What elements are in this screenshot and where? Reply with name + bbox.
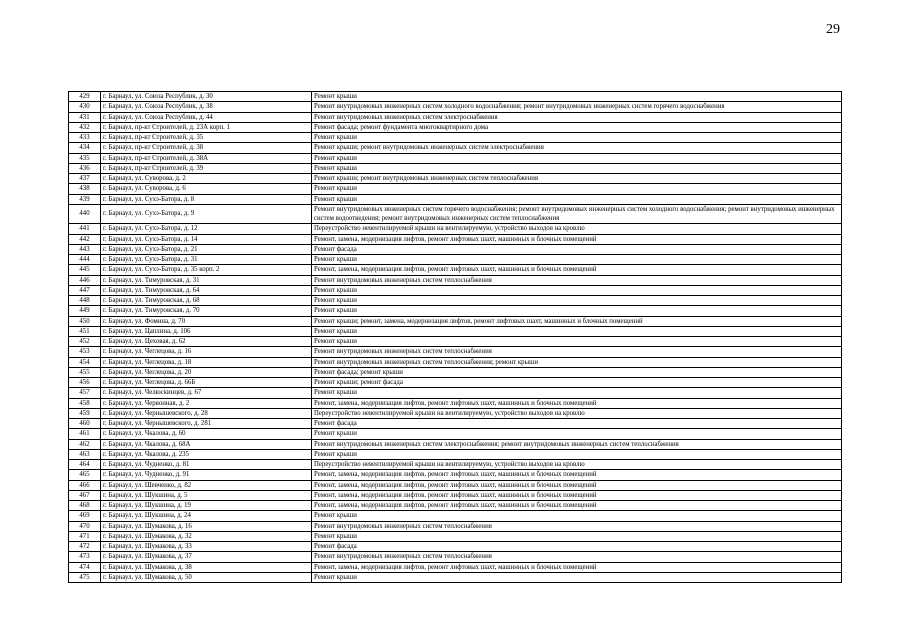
table-row — [69, 326, 842, 336]
table-row — [69, 275, 842, 285]
table-row — [69, 244, 842, 254]
building-address: г. Барнаул, ул. Тимуровская, д. 68 — [101, 296, 312, 306]
table-row — [69, 388, 842, 398]
building-address: г. Барнаул, ул. Тимуровская, д. 31 — [101, 275, 312, 285]
repair-works: Ремонт фасада — [312, 419, 842, 429]
repair-works: Ремонт крыши; ремонт внутридомовых инженерных систем электроснабжения — [312, 143, 842, 153]
row-number: 429 — [69, 92, 101, 102]
table-row — [69, 562, 842, 572]
building-address: г. Барнаул, ул. Чернышевского, д. 281 — [101, 419, 312, 429]
building-address: г. Барнаул, ул. Шумакова, д. 50 — [101, 572, 312, 582]
building-address: г. Барнаул, ул. Челюскинцев, д. 67 — [101, 388, 312, 398]
repair-works: Ремонт крыши — [312, 163, 842, 173]
table-row — [69, 378, 842, 388]
repair-works: Ремонт, замена, модернизация лифтов, ремонт лифтовых шахт, машинных и блочных помещений — [312, 265, 842, 275]
building-address: г. Барнаул, ул. Шумакова, д. 37 — [101, 552, 312, 562]
repair-works: Ремонт, замена, модернизация лифтов, ремонт лифтовых шахт, машинных и блочных помещений — [312, 490, 842, 500]
row-number: 466 — [69, 480, 101, 490]
building-address: г. Барнаул, ул. Шукшина, д. 19 — [101, 501, 312, 511]
table-row — [69, 133, 842, 143]
table-row — [69, 337, 842, 347]
table-row — [69, 347, 842, 357]
row-number: 438 — [69, 184, 101, 194]
building-address: г. Барнаул, ул. Цаплина, д. 106 — [101, 326, 312, 336]
building-address: г. Барнаул, ул. Шумакова, д. 33 — [101, 542, 312, 552]
table-row — [69, 367, 842, 377]
table-row — [69, 316, 842, 326]
repair-works: Ремонт крыши — [312, 306, 842, 316]
table-row — [69, 531, 842, 541]
table-row — [69, 470, 842, 480]
table-row — [69, 122, 842, 132]
repair-works: Переустройство невентилируемой крыши на вентилируемую, устройство выходов на кровлю — [312, 408, 842, 418]
repair-works: Ремонт внутридомовых инженерных систем холодного водоснабжения; ремонт внутридомовых инженерных систем горячего водоснабжения — [312, 102, 842, 112]
building-address: г. Барнаул, ул. Чудненко, д. 91 — [101, 470, 312, 480]
repair-works: Ремонт фасада; ремонт крыши — [312, 367, 842, 377]
row-number: 471 — [69, 531, 101, 541]
repair-works: Ремонт крыши; ремонт, замена, модернизация лифтов, ремонт лифтовых шахт, машинных и блочных помещений — [312, 316, 842, 326]
repair-works: Ремонт крыши — [312, 326, 842, 336]
building-address: г. Барнаул, пр-кт Строителей, д. 35 — [101, 133, 312, 143]
building-address: г. Барнаул, ул. Сухэ-Батора, д. 31 — [101, 255, 312, 265]
repair-works: Ремонт крыши — [312, 92, 842, 102]
row-number: 443 — [69, 244, 101, 254]
building-address: г. Барнаул, ул. Шумакова, д. 38 — [101, 562, 312, 572]
building-address: г. Барнаул, ул. Шевченко, д. 82 — [101, 480, 312, 490]
registry-body — [69, 92, 842, 583]
table-row — [69, 408, 842, 418]
building-address: г. Барнаул, ул. Червонная, д. 2 — [101, 398, 312, 408]
building-address: г. Барнаул, ул. Суворова, д. 2 — [101, 174, 312, 184]
repair-works: Ремонт крыши — [312, 531, 842, 541]
building-address: г. Барнаул, ул. Чернышевского, д. 28 — [101, 408, 312, 418]
row-number: 468 — [69, 501, 101, 511]
building-address: г. Барнаул, пр-кт Строителей, д. 38А — [101, 153, 312, 163]
building-address: г. Барнаул, ул. Сухэ-Батора, д. 12 — [101, 224, 312, 234]
row-number: 431 — [69, 112, 101, 122]
repair-works: Ремонт крыши — [312, 153, 842, 163]
row-number: 455 — [69, 367, 101, 377]
building-address: г. Барнаул, ул. Шукшина, д. 24 — [101, 511, 312, 521]
table-row — [69, 265, 842, 275]
row-number: 457 — [69, 388, 101, 398]
table-row — [69, 449, 842, 459]
table-row — [69, 511, 842, 521]
building-address: г. Барнаул, ул. Союза Республик, д. 38 — [101, 102, 312, 112]
repair-works: Ремонт внутридомовых инженерных систем теплоснабжения; ремонт крыши — [312, 357, 842, 367]
building-address: г. Барнаул, ул. Шумакова, д. 32 — [101, 531, 312, 541]
table-row — [69, 255, 842, 265]
row-number: 433 — [69, 133, 101, 143]
repair-works: Ремонт фасада — [312, 542, 842, 552]
repair-works: Ремонт крыши — [312, 337, 842, 347]
row-number: 474 — [69, 562, 101, 572]
repair-works: Ремонт крыши — [312, 429, 842, 439]
repair-works: Ремонт фасада — [312, 244, 842, 254]
repair-works: Ремонт крыши — [312, 388, 842, 398]
building-address: г. Барнаул, пр-кт Строителей, д. 23А корп. 1 — [101, 122, 312, 132]
row-number: 461 — [69, 429, 101, 439]
row-number: 450 — [69, 316, 101, 326]
row-number: 442 — [69, 234, 101, 244]
building-address: г. Барнаул, ул. Цеховая, д. 62 — [101, 337, 312, 347]
row-number: 453 — [69, 347, 101, 357]
building-address: г. Барнаул, ул. Сухэ-Батора, д. 9 — [101, 204, 312, 224]
row-number: 456 — [69, 378, 101, 388]
building-address: г. Барнаул, ул. Чеглецова, д. 66Б — [101, 378, 312, 388]
repair-works: Переустройство невентилируемой крыши на вентилируемую, устройство выходов на кровлю — [312, 224, 842, 234]
row-number: 462 — [69, 439, 101, 449]
building-address: г. Барнаул, ул. Чудненко, д. 81 — [101, 460, 312, 470]
table-row — [69, 460, 842, 470]
building-address: г. Барнаул, ул. Сухэ-Батора, д. 35 корп. 2 — [101, 265, 312, 275]
repair-works: Ремонт, замена, модернизация лифтов, ремонт лифтовых шахт, машинных и блочных помещений — [312, 398, 842, 408]
building-address: г. Барнаул, ул. Сухэ-Батора, д. 8 — [101, 194, 312, 204]
table-row — [69, 552, 842, 562]
row-number: 448 — [69, 296, 101, 306]
table-row — [69, 184, 842, 194]
row-number: 439 — [69, 194, 101, 204]
table-row — [69, 92, 842, 102]
repair-works: Ремонт крыши — [312, 133, 842, 143]
row-number: 447 — [69, 285, 101, 295]
repair-works: Ремонт крыши — [312, 572, 842, 582]
building-address: г. Барнаул, ул. Чеглецова, д. 18 — [101, 357, 312, 367]
building-address: г. Барнаул, ул. Чкалова, д. 235 — [101, 449, 312, 459]
repair-works: Ремонт внутридомовых инженерных систем теплоснабжения — [312, 275, 842, 285]
table-row — [69, 501, 842, 511]
row-number: 432 — [69, 122, 101, 132]
repair-works: Ремонт крыши — [312, 194, 842, 204]
row-number: 469 — [69, 511, 101, 521]
row-number: 459 — [69, 408, 101, 418]
repair-works: Ремонт внутридомовых инженерных систем электроснабжения — [312, 112, 842, 122]
repair-works: Ремонт, замена, модернизация лифтов, ремонт лифтовых шахт, машинных и блочных помещений — [312, 562, 842, 572]
row-number: 464 — [69, 460, 101, 470]
row-number: 441 — [69, 224, 101, 234]
repair-works: Ремонт, замена, модернизация лифтов, ремонт лифтовых шахт, машинных и блочных помещений — [312, 470, 842, 480]
repair-works: Ремонт крыши; ремонт внутридомовых инженерных систем теплоснабжения — [312, 174, 842, 184]
building-address: г. Барнаул, ул. Чеглецова, д. 16 — [101, 347, 312, 357]
row-number: 475 — [69, 572, 101, 582]
repair-works: Ремонт крыши — [312, 184, 842, 194]
repair-works: Ремонт внутридомовых инженерных систем теплоснабжения — [312, 347, 842, 357]
row-number: 472 — [69, 542, 101, 552]
repair-works: Ремонт, замена, модернизация лифтов, ремонт лифтовых шахт, машинных и блочных помещений — [312, 501, 842, 511]
table-row — [69, 194, 842, 204]
row-number: 454 — [69, 357, 101, 367]
building-address: г. Барнаул, ул. Тимуровская, д. 70 — [101, 306, 312, 316]
table-row — [69, 429, 842, 439]
table-row — [69, 204, 842, 224]
repair-works: Ремонт крыши — [312, 285, 842, 295]
repair-works: Ремонт фасада; ремонт фундамента многоквартирного дома — [312, 122, 842, 132]
repair-works: Ремонт крыши — [312, 449, 842, 459]
row-number: 460 — [69, 419, 101, 429]
repair-works: Переустройство невентилируемой крыши на вентилируемую, устройство выходов на кровлю — [312, 460, 842, 470]
table-row — [69, 296, 842, 306]
repair-works: Ремонт крыши — [312, 255, 842, 265]
table-row — [69, 419, 842, 429]
table-row — [69, 174, 842, 184]
table-row — [69, 306, 842, 316]
repair-works: Ремонт внутридомовых инженерных систем теплоснабжения — [312, 552, 842, 562]
table-row — [69, 521, 842, 531]
row-number: 444 — [69, 255, 101, 265]
repair-works: Ремонт внутридомовых инженерных систем теплоснабжения — [312, 521, 842, 531]
repair-works: Ремонт крыши; ремонт фасада — [312, 378, 842, 388]
table-row — [69, 542, 842, 552]
repair-works: Ремонт крыши — [312, 296, 842, 306]
page-number: 29 — [826, 22, 840, 37]
repair-works: Ремонт, замена, модернизация лифтов, ремонт лифтовых шахт, машинных и блочных помещений — [312, 480, 842, 490]
building-address: г. Барнаул, ул. Суворова, д. 6 — [101, 184, 312, 194]
repair-works: Ремонт, замена, модернизация лифтов, ремонт лифтовых шахт, машинных и блочных помещений — [312, 234, 842, 244]
repair-works: Ремонт крыши — [312, 511, 842, 521]
row-number: 434 — [69, 143, 101, 153]
row-number: 465 — [69, 470, 101, 480]
table-row — [69, 572, 842, 582]
building-address: г. Барнаул, ул. Чкалова, д. 68А — [101, 439, 312, 449]
row-number: 435 — [69, 153, 101, 163]
building-address: г. Барнаул, пр-кт Строителей, д. 38 — [101, 143, 312, 153]
row-number: 470 — [69, 521, 101, 531]
building-address: г. Барнаул, ул. Чкалова, д. 60 — [101, 429, 312, 439]
row-number: 473 — [69, 552, 101, 562]
table-row — [69, 143, 842, 153]
table-row — [69, 480, 842, 490]
row-number: 458 — [69, 398, 101, 408]
row-number: 451 — [69, 326, 101, 336]
table-row — [69, 439, 842, 449]
table-row — [69, 112, 842, 122]
building-address: г. Барнаул, ул. Фомина, д. 70 — [101, 316, 312, 326]
building-address: г. Барнаул, ул. Тимуровская, д. 64 — [101, 285, 312, 295]
table-row — [69, 163, 842, 173]
building-address: г. Барнаул, ул. Шукшина, д. 5 — [101, 490, 312, 500]
building-address: г. Барнаул, ул. Чеглецова, д. 20 — [101, 367, 312, 377]
table-row — [69, 398, 842, 408]
row-number: 440 — [69, 204, 101, 224]
row-number: 436 — [69, 163, 101, 173]
repair-works: Ремонт внутридомовых инженерных систем горячего водоснабжения; ремонт внутридомовых инженерных систем холодного водоснабжения; ремонт внутридомовых инженерных систем водоотведения; ремонт внутридомовых инженерных систем теплоснабжения — [312, 204, 842, 224]
table-row — [69, 224, 842, 234]
row-number: 452 — [69, 337, 101, 347]
table-row — [69, 153, 842, 163]
repair-works: Ремонт внутридомовых инженерных систем электроснабжения; ремонт внутридомовых инженерных систем теплоснабжения — [312, 439, 842, 449]
row-number: 430 — [69, 102, 101, 112]
table-row — [69, 357, 842, 367]
table-row — [69, 490, 842, 500]
repair-registry-table — [68, 91, 842, 583]
building-address: г. Барнаул, ул. Сухэ-Батора, д. 21 — [101, 244, 312, 254]
table-row — [69, 285, 842, 295]
row-number: 449 — [69, 306, 101, 316]
building-address: г. Барнаул, пр-кт Строителей, д. 39 — [101, 163, 312, 173]
building-address: г. Барнаул, ул. Сухэ-Батора, д. 14 — [101, 234, 312, 244]
row-number: 437 — [69, 174, 101, 184]
building-address: г. Барнаул, ул. Шумакова, д. 16 — [101, 521, 312, 531]
building-address: г. Барнаул, ул. Союза Республик, д. 30 — [101, 92, 312, 102]
row-number: 445 — [69, 265, 101, 275]
row-number: 446 — [69, 275, 101, 285]
row-number: 467 — [69, 490, 101, 500]
building-address: г. Барнаул, ул. Союза Республик, д. 44 — [101, 112, 312, 122]
table-row — [69, 234, 842, 244]
row-number: 463 — [69, 449, 101, 459]
table-row — [69, 102, 842, 112]
